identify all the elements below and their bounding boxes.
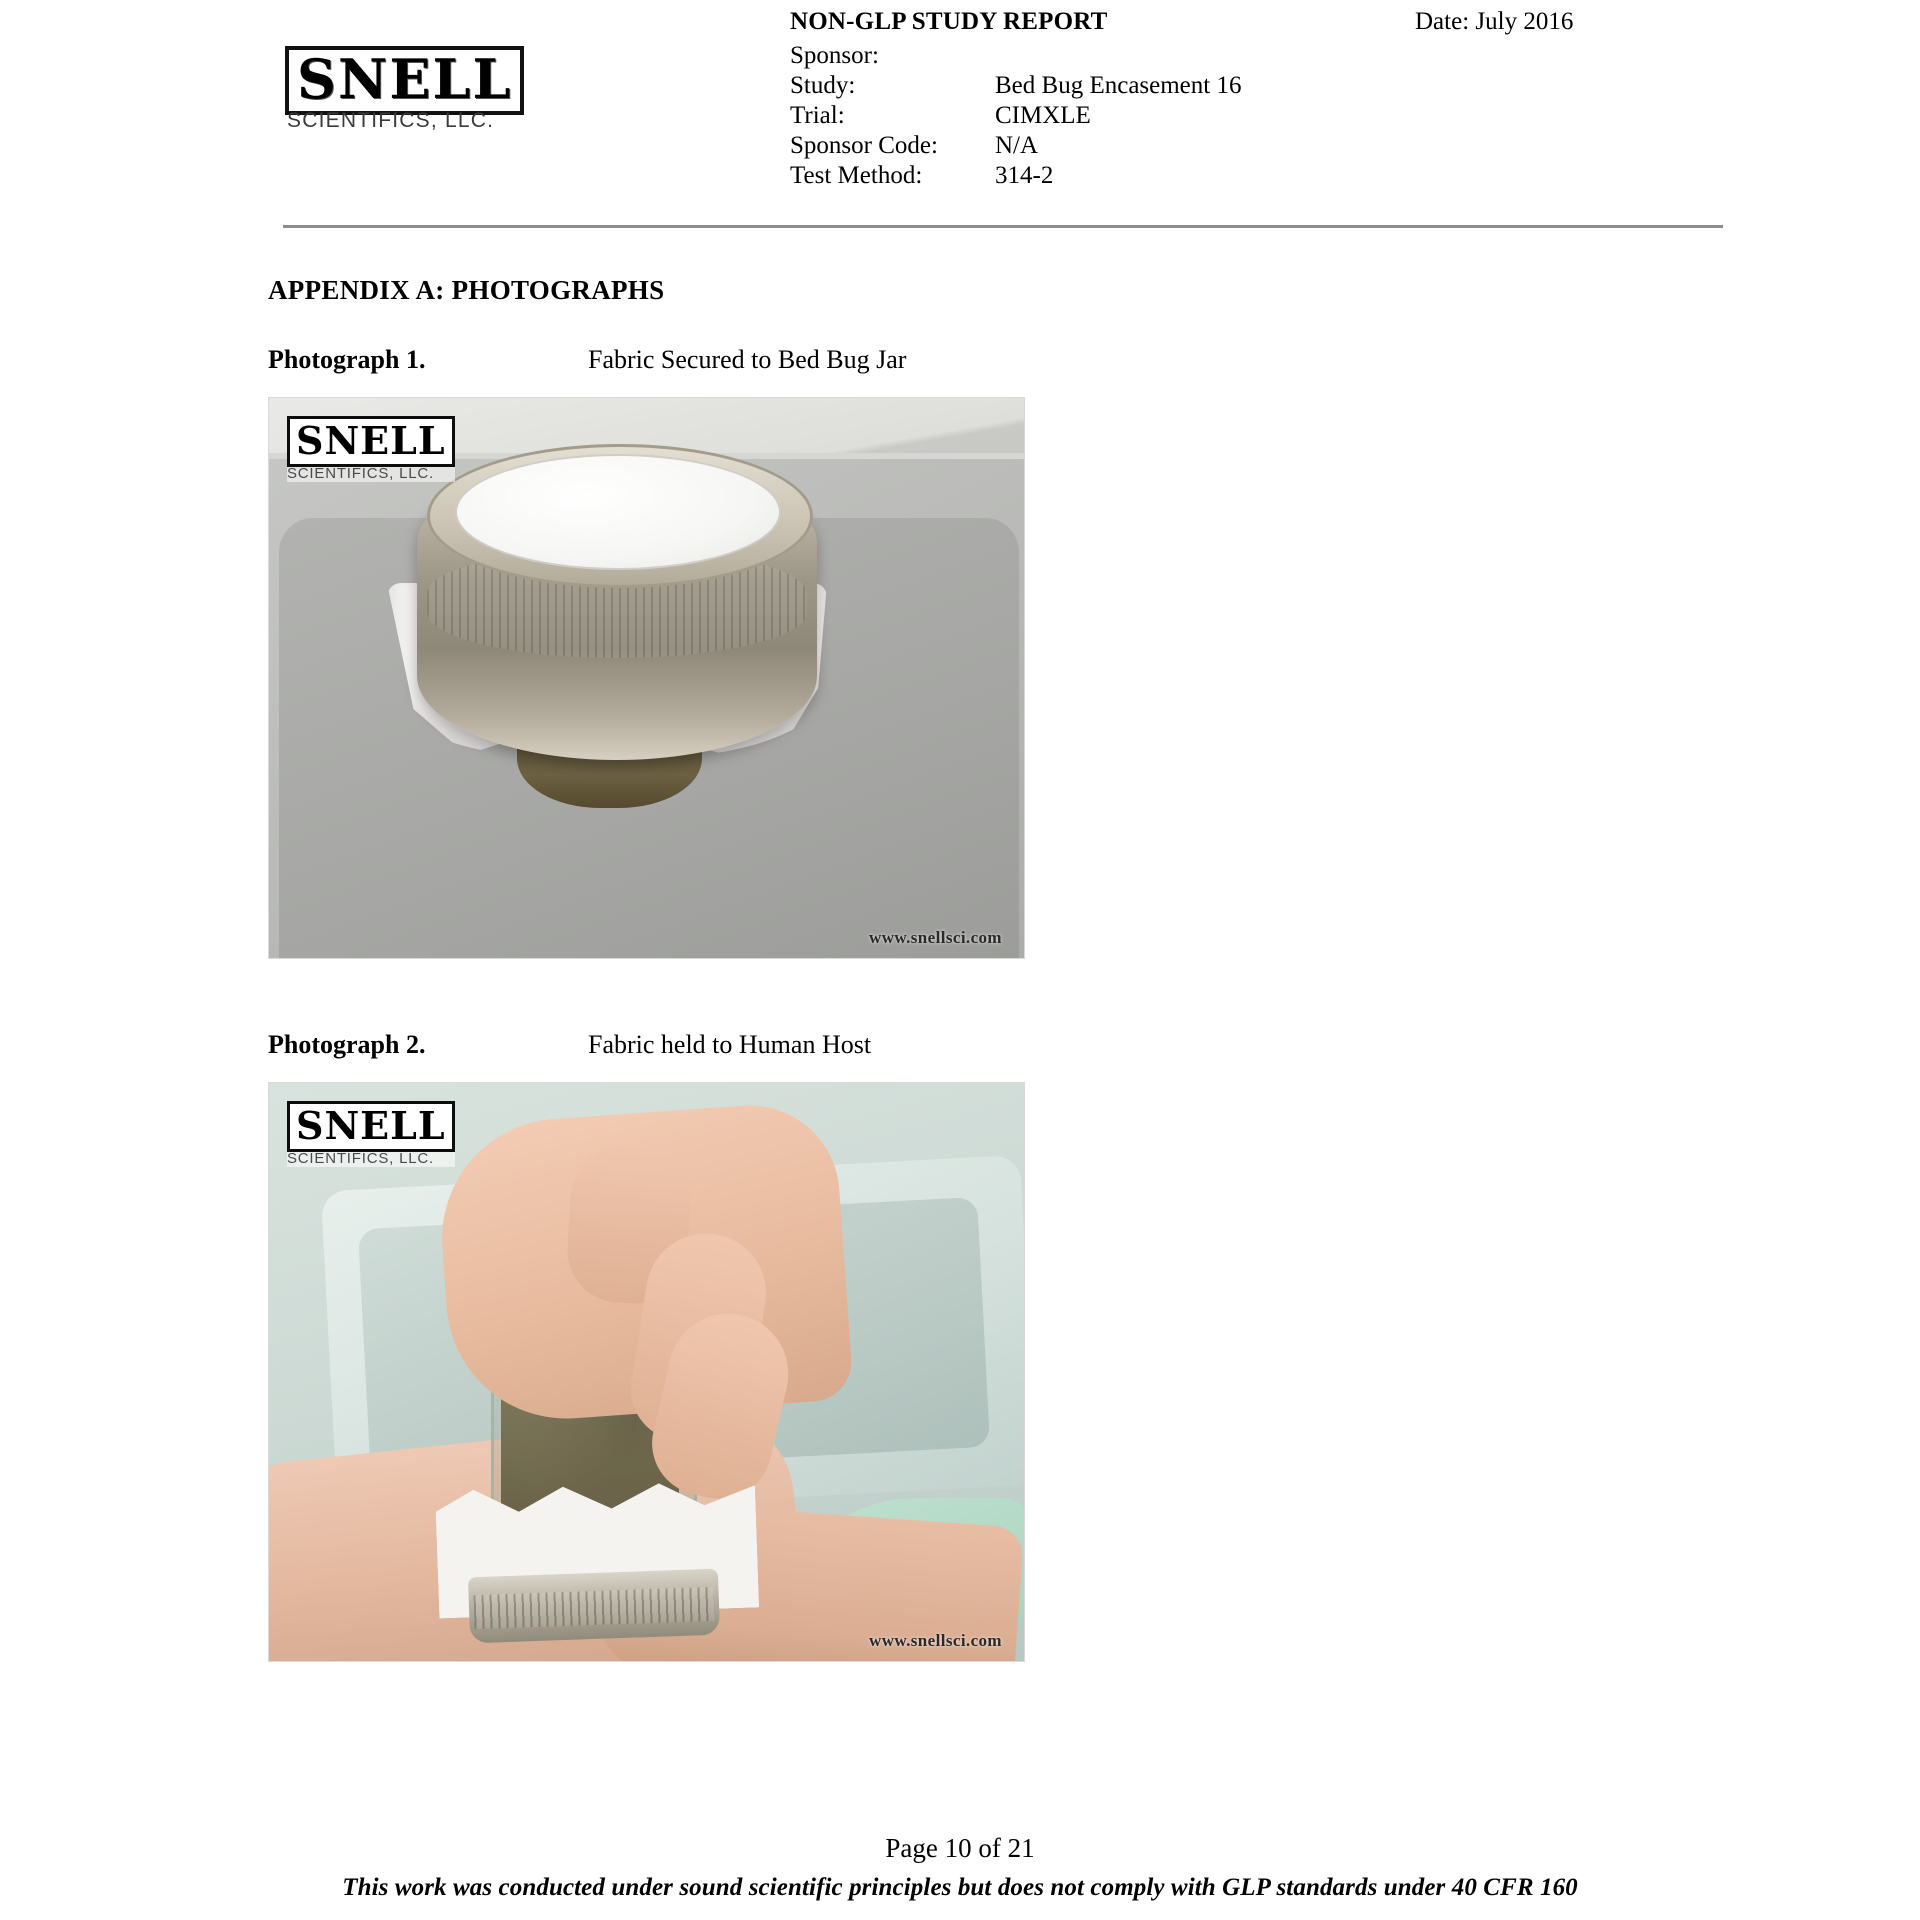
header-field-row: [790, 132, 1241, 160]
field-label: Study:: [790, 72, 856, 99]
header-field-row: [790, 162, 1241, 190]
photo-image-2: [268, 1082, 1025, 1662]
photo-watermark-2: [287, 1101, 455, 1167]
appendix-heading: APPENDIX A: PHOTOGRAPHS: [268, 275, 665, 305]
photo-number: Photograph 1.: [268, 345, 426, 374]
photo-caption-1: [268, 345, 1025, 375]
watermark-subtitle: SCIENTIFICS, LLC.: [287, 1150, 455, 1167]
watermark-logo-text: SNELL: [296, 1103, 446, 1148]
header-field-row: [790, 42, 1241, 70]
field-label: Sponsor Code:: [790, 132, 938, 159]
watermark-logo: [287, 416, 455, 467]
field-label: Test Method:: [790, 162, 923, 189]
photograph-block-1: [268, 345, 1025, 959]
report-date: Date: July 2016: [1415, 8, 1574, 35]
logo-wordmark-text: SNELL: [297, 47, 513, 111]
page-header: [0, 0, 1920, 200]
field-value: N/A: [995, 132, 1039, 159]
jar-lid-shape: [455, 454, 781, 570]
photo-watermark-1: [287, 416, 455, 482]
field-value: 314-2: [995, 162, 1054, 189]
photo-title: Fabric Secured to Bed Bug Jar: [588, 345, 907, 374]
watermark-url: www.snellsci.com: [869, 1631, 1002, 1650]
header-field-row: [790, 72, 1241, 100]
logo-wordmark: [285, 46, 524, 115]
page-footer: [0, 1833, 1920, 1902]
report-title: NON-GLP STUDY REPORT: [790, 8, 1108, 35]
photo-caption-2: [268, 1030, 1025, 1060]
field-label: Trial:: [790, 102, 845, 129]
photo-number: Photograph 2.: [268, 1030, 426, 1059]
page-number: Page 10 of 21: [885, 1833, 1035, 1863]
watermark-logo: [287, 1101, 455, 1152]
company-logo: [285, 46, 555, 133]
photo-image-1: [268, 397, 1025, 959]
field-label: Sponsor:: [790, 42, 879, 69]
watermark-subtitle: SCIENTIFICS, LLC.: [287, 465, 455, 482]
watermark-url: www.snellsci.com: [869, 928, 1002, 947]
logo-subtitle: SCIENTIFICS, LLC.: [287, 109, 495, 133]
header-divider: [283, 225, 1723, 228]
field-value: Bed Bug Encasement 16: [995, 72, 1242, 99]
field-value: [995, 42, 1241, 70]
watermark-logo-text: SNELL: [296, 418, 446, 463]
photograph-block-2: [268, 1030, 1025, 1662]
photo-title: Fabric held to Human Host: [588, 1030, 872, 1059]
header-field-row: [790, 102, 1241, 130]
header-fields: [790, 42, 1241, 192]
field-value: CIMXLE: [995, 102, 1091, 129]
footer-disclaimer: This work was conducted under sound scientific principles but does not comply with GLP standards under 40 CFR 160: [342, 1874, 1578, 1901]
